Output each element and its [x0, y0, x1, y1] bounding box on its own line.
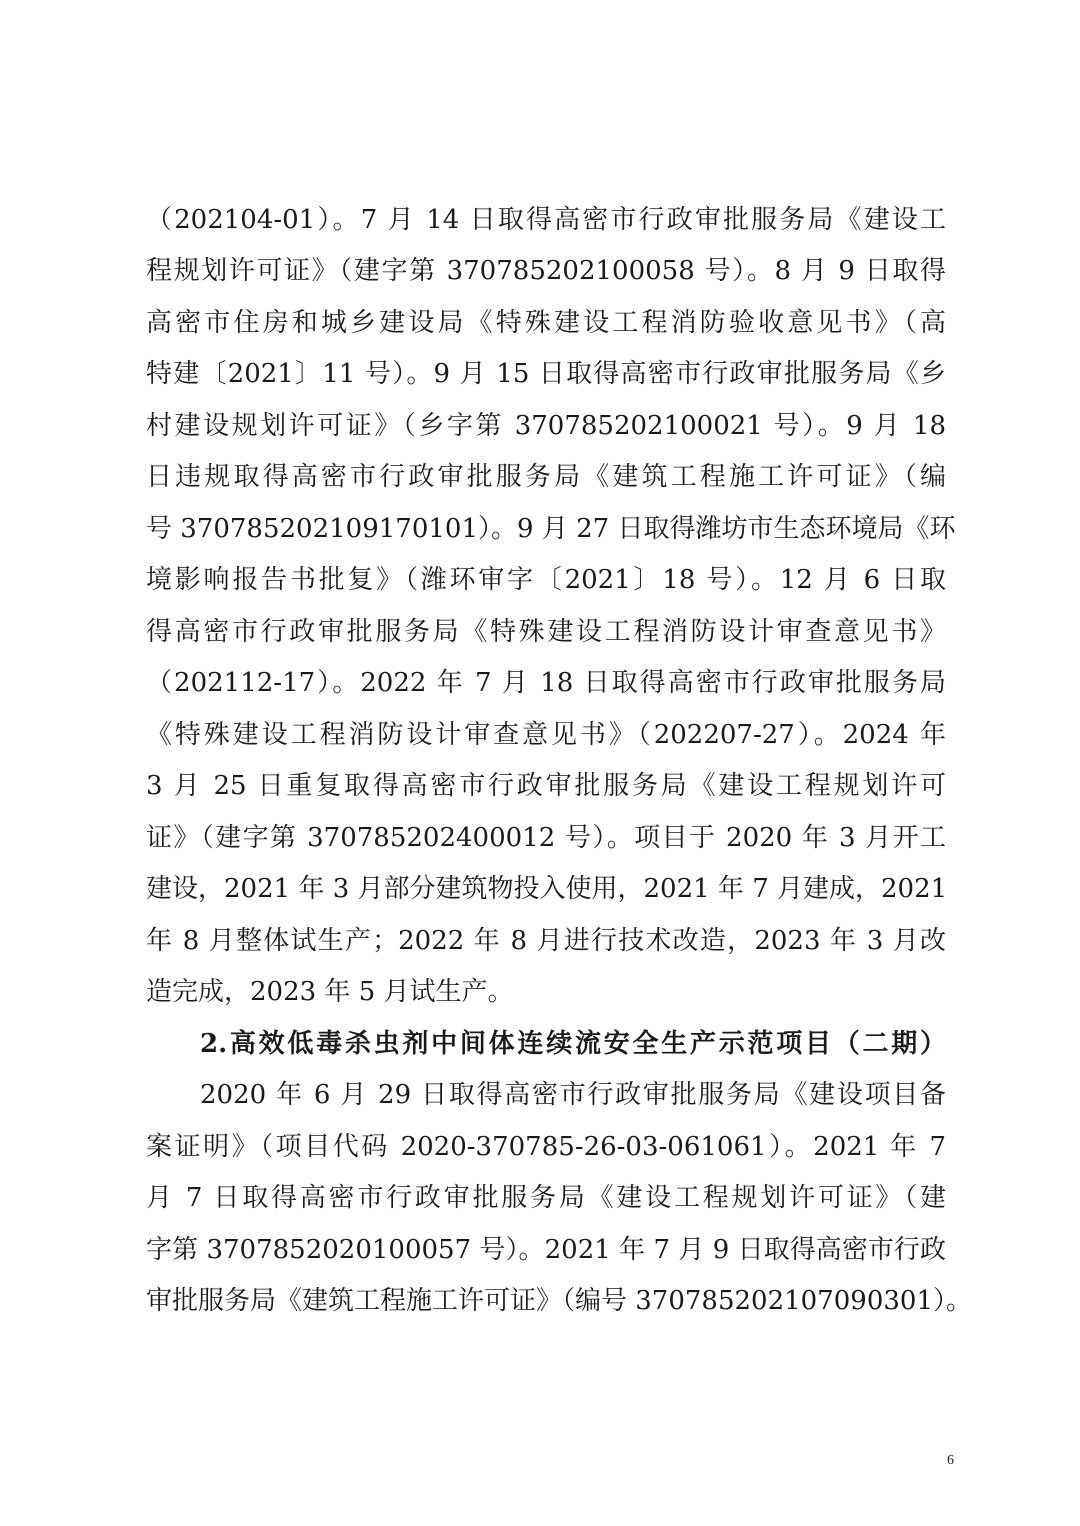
- body-text-line: （202112-17）。2022 年 7 月 18 日取得高密市行政审批服务局: [146, 668, 946, 698]
- body-text-line: 高密市住房和城乡建设局《特殊建设工程消防验收意见书》（高: [146, 308, 946, 338]
- body-text-line: 特建〔2021〕11 号）。9 月 15 日取得高密市行政审批服务局《乡: [146, 359, 946, 389]
- body-text-line: 审批服务局《建筑工程施工许可证》（编号 370785202107090301）。: [146, 1286, 973, 1316]
- body-text-line: 字第 3707852020100057 号）。2021 年 7 月 9 日取得高密市行政: [146, 1235, 946, 1265]
- body-text-line: 3 月 25 日重复取得高密市行政审批服务局《建设工程规划许可: [146, 771, 946, 801]
- body-text-line: 程规划许可证》（建字第 370785202100058 号）。8 月 9 日取得: [146, 256, 946, 286]
- body-text-line: 日违规取得高密市行政审批服务局《建筑工程施工许可证》（编: [146, 462, 946, 492]
- body-text-line: 建设，2021 年 3 月部分建筑物投入使用，2021 年 7 月建成，2021: [146, 874, 948, 904]
- body-text-line: 案证明》（项目代码 2020-370785-26-03-061061）。2021 年 7: [146, 1132, 946, 1162]
- body-text-line: 造完成，2023 年 5 月试生产。: [146, 977, 514, 1007]
- body-text-line: 境影响报告书批复》（潍环审字〔2021〕18 号）。12 月 6 日取: [146, 565, 946, 595]
- section-heading: 2.高效低毒杀虫剂中间体连续流安全生产示范项目（二期）: [200, 1029, 946, 1059]
- body-text-line: 《特殊建设工程消防设计审查意见书》（202207-27）。2024 年: [146, 720, 946, 750]
- body-text-line: 年 8 月整体试生产；2022 年 8 月进行技术改造，2023 年 3 月改: [146, 926, 946, 956]
- body-text-line: （202104-01）。7 月 14 日取得高密市行政审批服务局《建设工: [146, 205, 946, 235]
- page-number: 6: [947, 1453, 954, 1468]
- body-text-line: 得高密市行政审批服务局《特殊建设工程消防设计审查意见书》: [146, 617, 946, 647]
- body-text-line: 月 7 日取得高密市行政审批服务局《建设工程规划许可证》（建: [146, 1183, 946, 1213]
- body-text-line: 2020 年 6 月 29 日取得高密市行政审批服务局《建设项目备: [200, 1080, 946, 1110]
- body-text-line: 村建设规划许可证》（乡字第 370785202100021 号）。9 月 18: [146, 411, 946, 441]
- body-text-line: 证》（建字第 370785202400012 号）。项目于 2020 年 3 月开工: [146, 823, 946, 853]
- body-text-line: 号 370785202109170101）。9 月 27 日取得潍坊市生态环境局《环: [146, 514, 956, 544]
